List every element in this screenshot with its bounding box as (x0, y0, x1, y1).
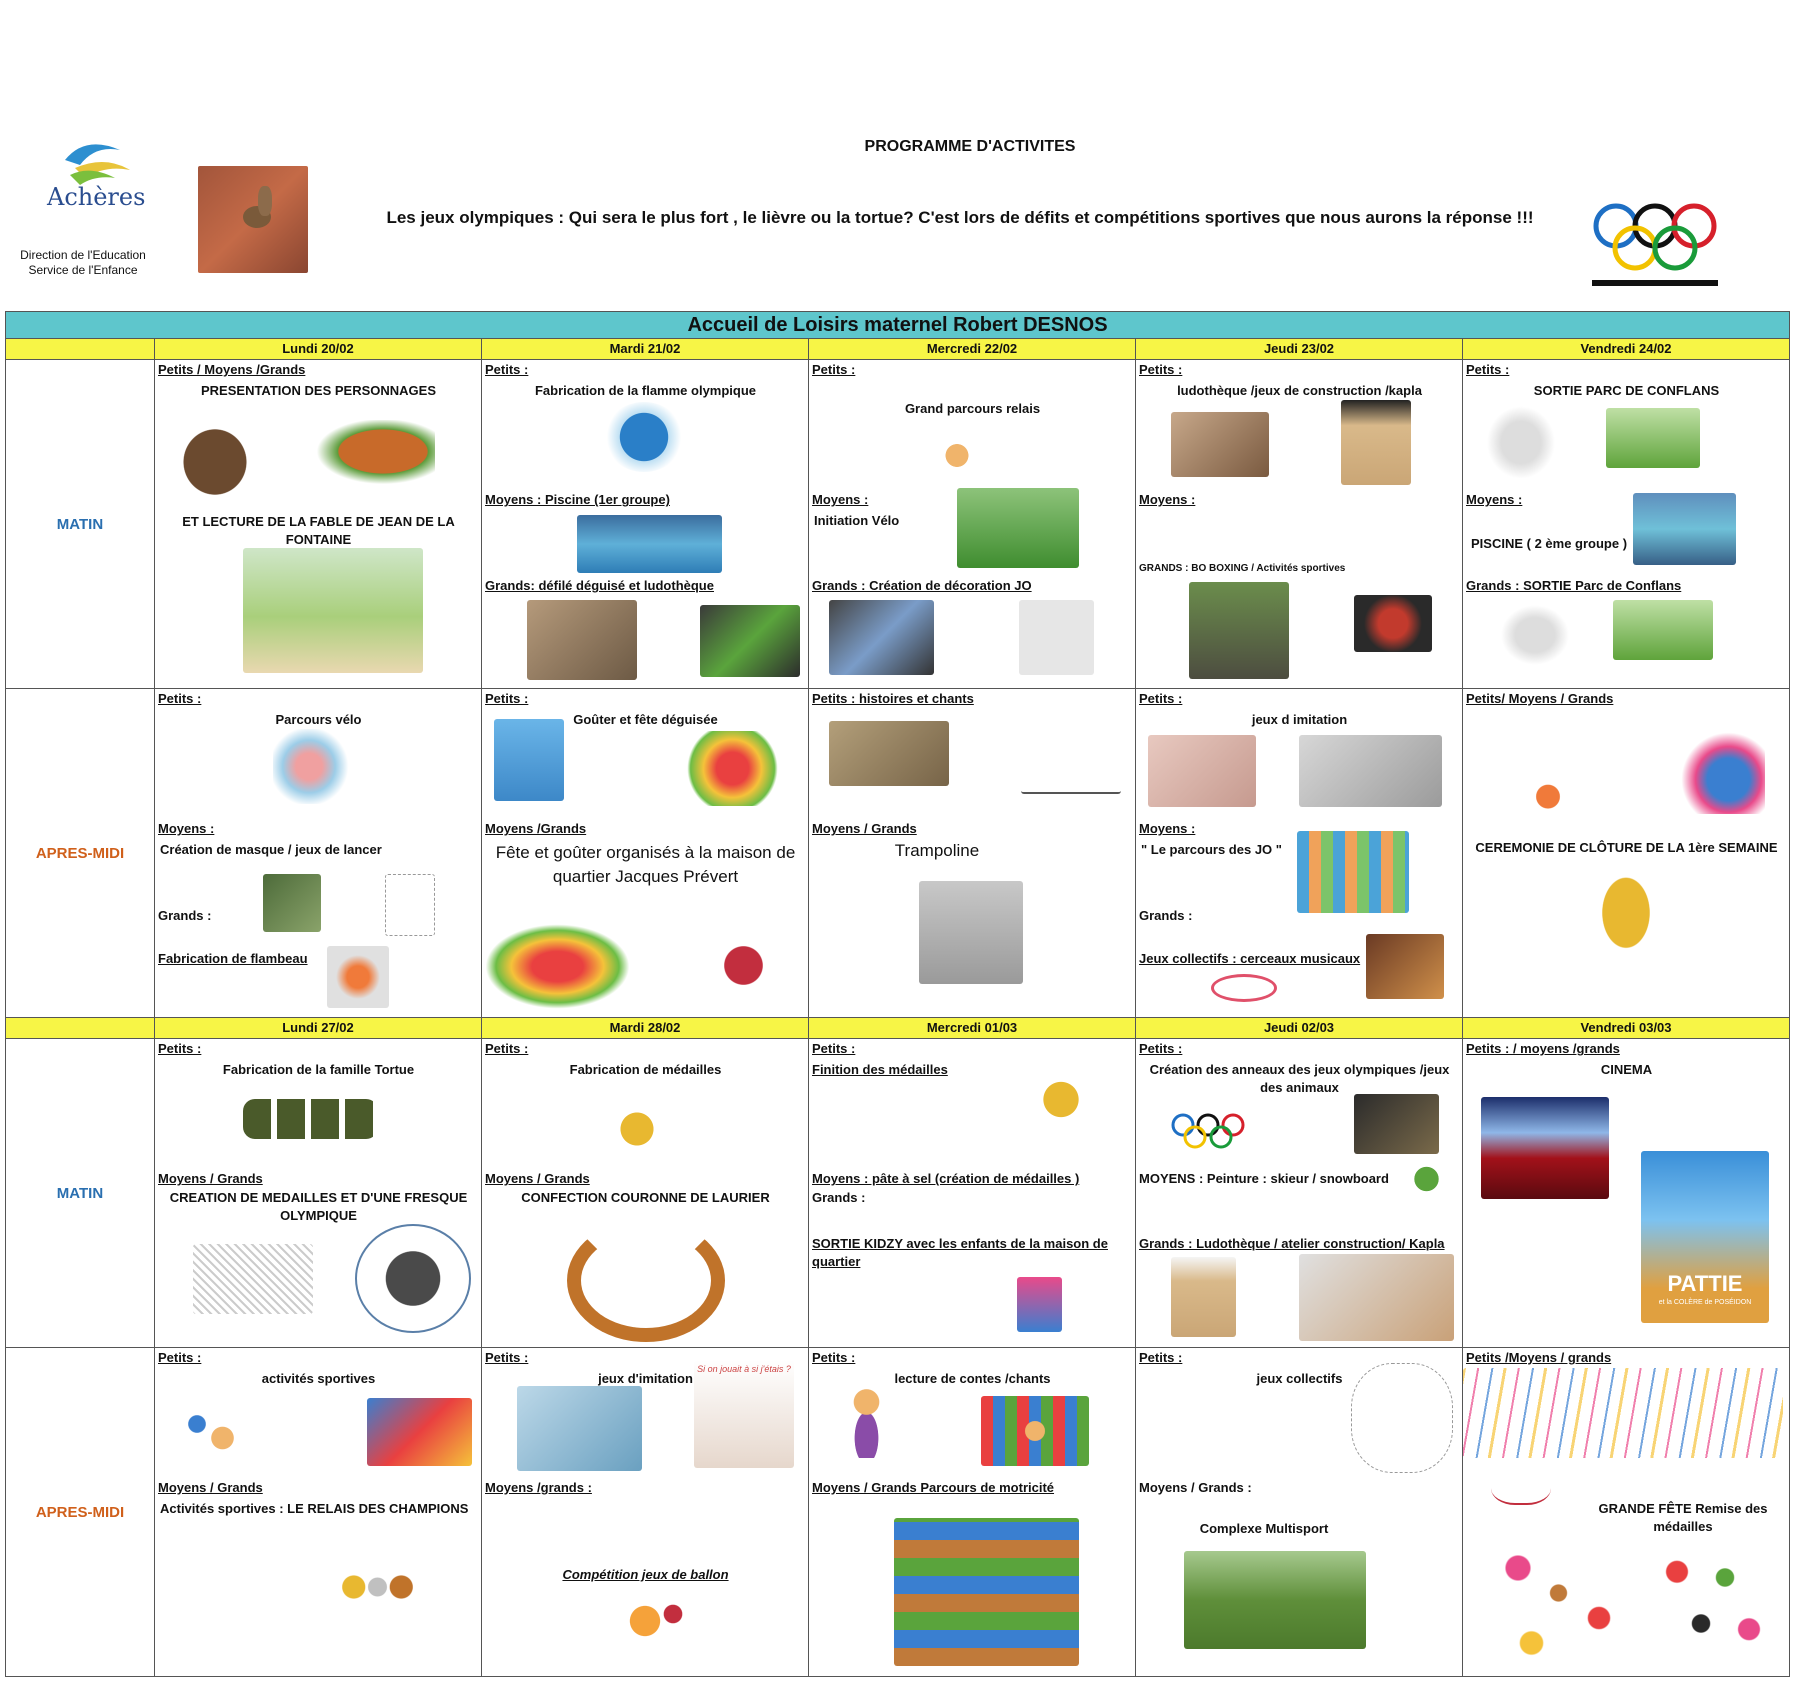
cell-mercredi-matin (809, 360, 1136, 689)
pretend-play-sign: Si on jouait à si j'étais ? (697, 1364, 791, 1375)
bouncy-castle-photo (367, 1398, 472, 1466)
day-header: Vendredi 24/02 (1463, 339, 1790, 360)
olympic-flame-icon (604, 402, 684, 472)
group-label: Petits : (1139, 362, 1183, 378)
group-label: Petits : / moyens /grands (1466, 1041, 1620, 1057)
activity-text: activités sportives (261, 1371, 376, 1387)
activity-text: GRANDE FÊTE Remise des médailles (1598, 1501, 1768, 1535)
tortoise-family-image (243, 1099, 378, 1139)
activity-text: Activités sportives : LE RELAIS DES CHAMPIONS (160, 1501, 469, 1517)
cinema-hall-photo (1481, 1097, 1609, 1199)
jo-decoration-photo (829, 600, 934, 675)
construction-photo (1299, 1254, 1454, 1341)
trampoline-image (919, 881, 1023, 984)
group-label: Petits : histoires et chants (812, 691, 974, 707)
group-label: Grands: défilé déguisé et ludothèque (485, 578, 714, 594)
activity-text: Création des anneaux des jeux olympiques /jeux des animaux (1149, 1062, 1450, 1096)
day-header: Mardi 28/02 (482, 1018, 809, 1039)
group-label: Grands : Création de décoration JO (812, 578, 1032, 594)
group-label: Moyens / Grands (812, 821, 917, 837)
gummy-candy-image (485, 924, 630, 1009)
cell-lundi-matin (155, 360, 482, 689)
construction-photo (1171, 412, 1269, 477)
bus-image (1495, 600, 1575, 670)
kapla-photo (1341, 400, 1411, 485)
doctor-play-photo (517, 1386, 642, 1471)
park-photo (1613, 600, 1713, 660)
sports-kids-image (180, 1403, 265, 1473)
rings-paper-photo (1019, 600, 1094, 675)
group-label: Petits : (812, 362, 856, 378)
cell-jeudi2-apm (1136, 1348, 1463, 1677)
group-label: Petits/ Moyens / Grands (1466, 691, 1614, 707)
cupcakes-image (1491, 1543, 1626, 1668)
day-header: Jeudi 02/03 (1136, 1018, 1463, 1039)
day-header: Mercredi 01/03 (809, 1018, 1136, 1039)
kids-bike-image (273, 729, 363, 804)
activity-text: Finition des médailles (812, 1062, 948, 1078)
ball-game-image (617, 1593, 687, 1663)
olympic-rings-icon (1590, 198, 1720, 288)
group-label: Petits : (1139, 691, 1183, 707)
group-label: Petits : (812, 1041, 856, 1057)
activity-text: ludothèque /jeux de construction /kapla (1177, 383, 1422, 399)
group-label: Grands : Ludothèque / atelier construction/ Kapla (1139, 1236, 1445, 1252)
confetti-image (677, 899, 772, 994)
cell-vendredi-matin (1463, 360, 1790, 689)
group-label: Moyens / Grands (158, 1171, 263, 1187)
activity-text: CREATION DE MEDAILLES ET D'UNE FRESQUE OLYMPIQUE (169, 1190, 468, 1224)
week2-days-row (6, 1018, 1790, 1039)
cell-lundi-apm (155, 689, 482, 1018)
group-label: Moyens : (1139, 821, 1196, 837)
week2-matin-row (6, 1039, 1790, 1348)
tortoise-image (305, 420, 435, 490)
activity-text: jeux d imitation (1251, 712, 1348, 728)
activity-text: Initiation Vélo (814, 513, 900, 529)
relay-race-image (927, 433, 987, 478)
group-label: Petits : (1139, 1350, 1183, 1366)
cell-mercredi2-apm (809, 1348, 1136, 1677)
candy-image (680, 731, 785, 806)
period-label: MATIN (6, 360, 155, 689)
day-header: Mardi 21/02 (482, 339, 809, 360)
snowboard-image (1404, 1157, 1449, 1212)
sweets-image (1653, 1543, 1773, 1658)
jo-parcours-image (1297, 831, 1409, 913)
cell-vendredi-apm (1463, 689, 1790, 1018)
day-header: Lundi 27/02 (155, 1018, 482, 1039)
group-label: Moyens / Grands : (1139, 1480, 1252, 1496)
cell-lundi2-apm (155, 1348, 482, 1677)
activity-text: Fabrication de la famille Tortue (222, 1062, 415, 1078)
music-notes-image (1021, 757, 1121, 794)
group-label: Moyens : (1466, 492, 1523, 508)
singing-kids-image (981, 1396, 1089, 1466)
group-label: Petits / Moyens /Grands (158, 362, 306, 378)
activity-text: Parcours vélo (275, 712, 362, 728)
carnaval-poster-image (494, 719, 564, 801)
activity-text: Goûter et fête déguisée (573, 712, 718, 728)
direction-text (8, 248, 158, 278)
fable-illustration (243, 548, 423, 673)
cell-lundi2-matin (155, 1039, 482, 1348)
laurel-wreath-image (567, 1219, 725, 1342)
group-label: Moyens : Piscine (1er groupe) (485, 492, 670, 508)
activity-text: jeux d'imitation (598, 1371, 693, 1387)
group-label: Petits : (485, 362, 529, 378)
storybook-photo (829, 721, 949, 786)
throwing-game-photo (263, 874, 321, 932)
group-label: Petits : (485, 1041, 529, 1057)
day-header: Jeudi 23/02 (1136, 339, 1463, 360)
cell-mardi-matin (482, 360, 809, 689)
motor-course-image (894, 1518, 1079, 1666)
group-label: Grands : SORTIE Parc de Conflans (1466, 578, 1682, 594)
costume-parade-photo (700, 605, 800, 677)
cell-mardi-apm (482, 689, 809, 1018)
group-label: Petits : (485, 1350, 529, 1366)
olympic-rings-icon (1171, 1111, 1246, 1151)
week1-matin-row (6, 360, 1790, 689)
activity-text: Complexe Multisport (1199, 1521, 1329, 1537)
fresque-drawing-image (193, 1244, 313, 1314)
group-label: Moyens /Grands (485, 821, 587, 837)
activity-text: " Le parcours des JO " (1141, 842, 1282, 858)
direction-line1: Direction de l'Education (20, 248, 146, 262)
period-label: MATIN (6, 1039, 155, 1348)
activity-text: jeux collectifs (1256, 1371, 1343, 1387)
group-games-drawing-image (1351, 1363, 1453, 1473)
multisport-field-photo (1184, 1551, 1366, 1649)
group-label: Grands : (812, 1190, 866, 1206)
group-label: Grands : (158, 908, 212, 924)
cell-jeudi2-matin (1136, 1039, 1463, 1348)
park-photo (1606, 408, 1700, 468)
cell-jeudi-apm (1136, 689, 1463, 1018)
poster-subtitle: et la COLÈRE de POSÉIDON (1658, 1299, 1752, 1307)
activity-text: SORTIE KIDZY avec les enfants de la maison de quartier (812, 1236, 1108, 1270)
boxing-glove-photo (1354, 595, 1432, 652)
activity-text: Création de masque / jeux de lancer (160, 842, 382, 858)
group-label: Moyens / Grands (158, 1480, 263, 1496)
acheres-logo (35, 130, 155, 225)
activity-text: ET LECTURE DE LA FABLE DE JEAN DE LA FONTAINE (182, 514, 455, 548)
day-header: Lundi 20/02 (155, 339, 482, 360)
musical-chairs-photo (1366, 934, 1444, 999)
page-title: PROGRAMME D'ACTIVITES (864, 138, 1076, 155)
period-label: APRES-MIDI (6, 1348, 155, 1677)
group-label: Moyens : (158, 821, 215, 837)
group-label: Petits /Moyens / grands (1466, 1350, 1612, 1366)
group-label: Petits : (1139, 1041, 1183, 1057)
activity-text: CEREMONIE DE CLÔTURE DE LA 1ère SEMAINE (1475, 840, 1778, 856)
week1-apm-row (6, 689, 1790, 1018)
trophy-icon (1571, 869, 1681, 994)
activity-text: CONFECTION COURONNE DE LAURIER (521, 1190, 770, 1206)
hoops-image (1211, 974, 1277, 1002)
swimming-pool-photo (1633, 493, 1736, 565)
party-balloons-image (1643, 699, 1765, 814)
cell-mardi2-matin (482, 1039, 809, 1348)
week2-apm-row (6, 1348, 1790, 1677)
music-notes-image (1491, 1463, 1551, 1505)
cell-vendredi2-apm (1463, 1348, 1790, 1677)
svg-text:Achères: Achères (47, 183, 146, 211)
page-subtitle: Les jeux olympiques : Qui sera le plus fort , le lièvre ou la tortue? C'est lors de défits et compétitions sportives que nous aurons la réponse !!! (386, 208, 1534, 227)
day-header: Mercredi 22/02 (809, 339, 1136, 360)
activity-text: SORTIE PARC DE CONFLANS (1533, 383, 1720, 399)
cell-vendredi2-matin (1463, 1039, 1790, 1348)
cell-jeudi-matin (1136, 360, 1463, 689)
confetti-cone-image (1508, 731, 1588, 813)
activity-text: Trampoline (894, 841, 980, 861)
center-banner: Accueil de Loisirs maternel Robert DESNOS (6, 312, 1790, 339)
medal-icon (617, 1087, 657, 1147)
group-label: Moyens : (812, 492, 869, 508)
cell-mercredi2-matin (809, 1039, 1136, 1348)
group-label: Petits : (1466, 362, 1510, 378)
group-label: Moyens : (1139, 492, 1196, 508)
group-label: MOYENS : Peinture : skieur / snowboard (1139, 1171, 1389, 1187)
kidzy-logo (1017, 1277, 1062, 1332)
balance-bike-photo (957, 488, 1079, 568)
activity-text: Grand parcours relais (904, 401, 1041, 417)
activity-text: Fabrication de la flamme olympique (534, 383, 757, 399)
group-label: Moyens /grands : (485, 1480, 592, 1496)
day-header: Vendredi 03/03 (1463, 1018, 1790, 1039)
kitchen-play-photo (1299, 735, 1442, 807)
activity-text: Jeux collectifs : cerceaux musicaux (1139, 951, 1361, 967)
hare-tortoise-photo (198, 166, 308, 273)
group-label: Moyens / Grands Parcours de motricité (812, 1480, 1055, 1496)
mask-drawing-image (385, 874, 435, 936)
group-label: Petits : (812, 1350, 856, 1366)
torch-craft-image (327, 946, 389, 1008)
group-label: Petits : (158, 691, 202, 707)
pretend-kitchen-photo (694, 1360, 794, 1468)
direction-line2: Service de l'Enfance (28, 263, 138, 277)
group-label: Moyens : pâte à sel (création de médailles ) (812, 1171, 1080, 1187)
activity-text: CINEMA (1600, 1062, 1653, 1078)
group-label: Grands : (1139, 908, 1193, 924)
activity-text: Compétition jeux de ballon (562, 1567, 729, 1583)
period-label: APRES-MIDI (6, 689, 155, 1018)
activity-text: Fabrication de flambeau (158, 951, 308, 967)
cell-mercredi-apm (809, 689, 1136, 1018)
group-label: Petits : (485, 691, 529, 707)
hare-image (160, 405, 270, 500)
activities-table (5, 311, 1790, 1677)
activity-text: PISCINE ( 2 ème groupe ) (1471, 536, 1628, 552)
group-label: Moyens / Grands (485, 1171, 590, 1187)
activity-text: Fête et goûter organisés à la maison de quartier Jacques Prévert (495, 843, 796, 887)
ludotheque-photo (527, 600, 637, 680)
group-label: Petits : (158, 1350, 202, 1366)
poster-title: PATTIE (1667, 1271, 1743, 1297)
activity-text: PRESENTATION DES PERSONNAGES (201, 383, 436, 399)
medals-board-image (355, 1224, 471, 1333)
medal-icon (1041, 1054, 1081, 1119)
pool-photo (577, 515, 722, 573)
activity-text: lecture de contes /chants (894, 1371, 1051, 1387)
bus-image (1481, 400, 1561, 485)
group-label: GRANDS : BO BOXING / Activités sportives (1139, 563, 1346, 575)
streamers-image (1463, 1368, 1783, 1458)
pattie-movie-poster (1641, 1151, 1769, 1323)
kapla-photo (1171, 1257, 1236, 1337)
champions-relay-image (330, 1528, 425, 1646)
cell-mardi2-apm (482, 1348, 809, 1677)
animal-games-photo (1354, 1094, 1439, 1154)
activity-text: Fabrication de médailles (569, 1062, 722, 1078)
week1-days-row (6, 339, 1790, 360)
group-label: Petits : (158, 1041, 202, 1057)
pretend-play-photo (1148, 735, 1256, 807)
reading-child-image (839, 1378, 894, 1458)
sport-activity-photo (1189, 582, 1289, 679)
